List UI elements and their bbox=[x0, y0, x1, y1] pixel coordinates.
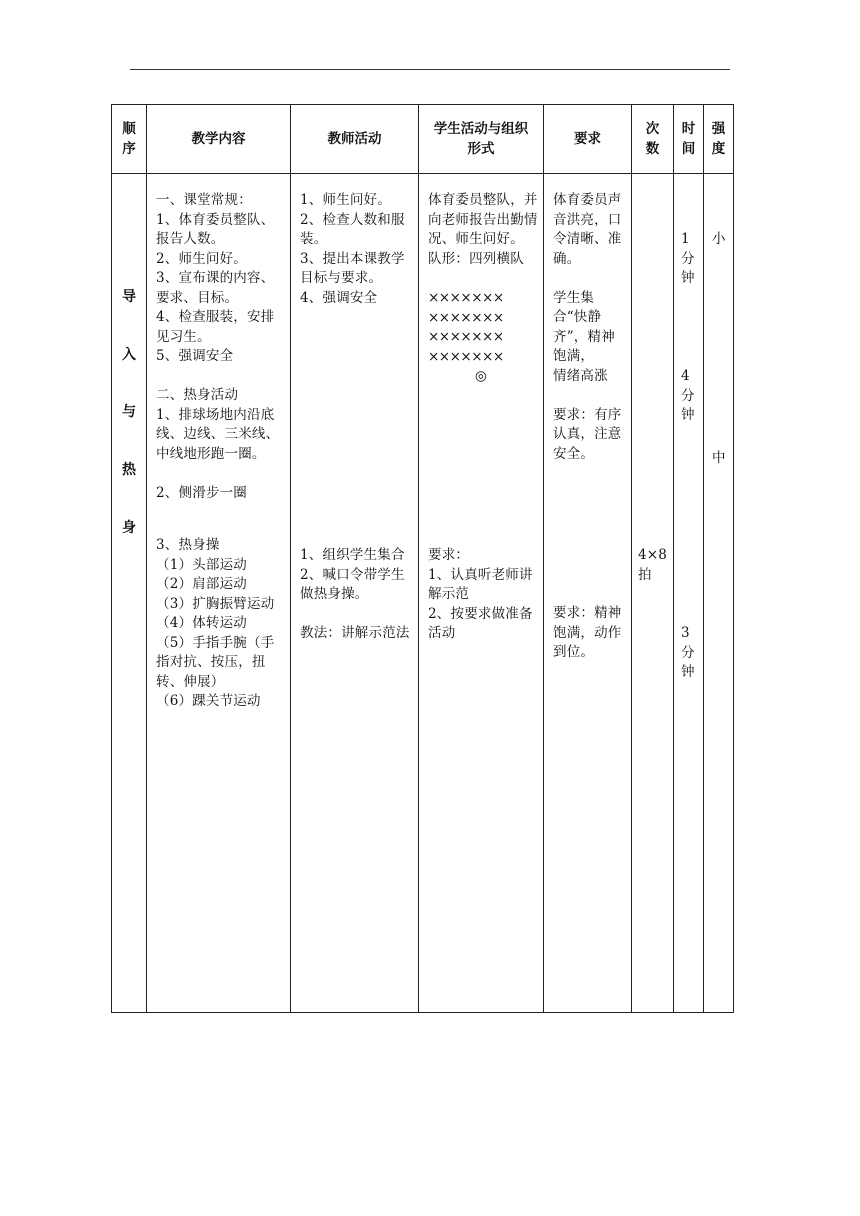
time-value-1: 1 分 钟 bbox=[681, 231, 695, 286]
student-cell bbox=[419, 174, 544, 1013]
header-row bbox=[112, 105, 734, 174]
student-activity-2: 要求： 1、认真听老师讲解示范 2、按要求做准备活动 bbox=[428, 547, 533, 641]
time-value-2: 4 分 钟 bbox=[681, 368, 695, 423]
header-content: 教学内容 bbox=[147, 105, 291, 174]
header-requirement: 要求 bbox=[544, 105, 632, 174]
lesson-plan-table bbox=[111, 104, 734, 1013]
teacher-position-mark: ◎ bbox=[475, 368, 487, 384]
header-student-activity: 学生活动与组织 形式 bbox=[419, 105, 544, 174]
student-activity-1: 体育委员整队，并向老师报告出勤情况、师生问好。 队形：四列横队 bbox=[428, 192, 538, 267]
time-value-3: 3 分 钟 bbox=[681, 625, 695, 680]
count-value: 4×8 拍 bbox=[638, 547, 668, 583]
formation-grid: ××××××× ××××××× ××××××× ××××××× bbox=[428, 290, 504, 365]
content-exercises: 3、热身操 （1）头部运动 （2）肩部运动 （3）扩胸振臂运动 （4）体转运动 （5）手指手腕（手指对抗、按压，扭转、伸展） （6）踝关节运动 bbox=[156, 537, 275, 709]
time-cell bbox=[674, 174, 704, 1013]
stage-char: 与 bbox=[122, 404, 136, 420]
count-cell bbox=[632, 174, 674, 1013]
intensity-value-1: 小 bbox=[712, 231, 726, 247]
stage-char: 热 bbox=[122, 462, 136, 478]
teacher-activity-2: 1、组织学生集合 2、喊口令带学生做热身操。 教法：讲解示范法 bbox=[300, 547, 410, 641]
header-count: 次 数 bbox=[632, 105, 674, 174]
intensity-value-2: 中 bbox=[712, 450, 726, 466]
content-cell bbox=[147, 174, 291, 1013]
body-row bbox=[112, 174, 734, 1013]
content-warmup: 二、热身活动 1、排球场地内沿底线、边线、三米线、中线地形跑一圈。 bbox=[156, 387, 280, 462]
stage-char: 入 bbox=[122, 347, 136, 363]
teacher-cell bbox=[291, 174, 419, 1013]
stage-cell bbox=[112, 174, 147, 1013]
requirement-cell bbox=[544, 174, 632, 1013]
header-intensity: 强 度 bbox=[704, 105, 734, 174]
teacher-activity-1: 1、师生问好。 2、检查人数和服装。 3、提出本课教学目标与要求。 4、强调安全 bbox=[300, 192, 405, 306]
header-order: 顺 序 bbox=[112, 105, 147, 174]
header-time: 时 间 bbox=[674, 105, 704, 174]
stage-char: 导 bbox=[122, 289, 136, 305]
content-side-step: 2、侧滑步一圈 bbox=[156, 485, 247, 501]
header-rule bbox=[130, 69, 730, 70]
requirement-1: 体育委员声音洪亮，口令清晰、准确。 学生集合“快静齐”，精神饱满， 情绪高涨 要求：有序认真，注意安全。 bbox=[553, 192, 622, 462]
stage-char: 身 bbox=[122, 520, 136, 536]
intensity-cell bbox=[704, 174, 734, 1013]
header-teacher-activity: 教师活动 bbox=[291, 105, 419, 174]
content-routine: 一、课堂常规： 1、体育委员整队、报告人数。 2、师生问好。 3、宣布课的内容、要求、目标。 4、检查服装，安排见习生。 5、强调安全 bbox=[156, 192, 275, 364]
requirement-2: 要求：精神饱满，动作到位。 bbox=[553, 605, 622, 660]
